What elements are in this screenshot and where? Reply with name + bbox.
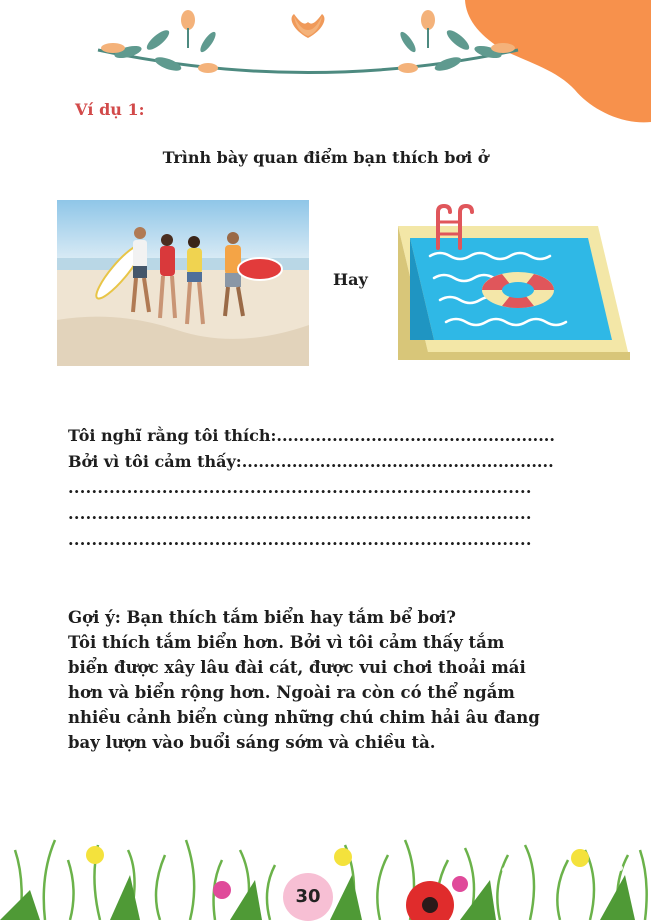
fill-line-blank: ............................................................................... bbox=[68, 530, 532, 549]
hint-block bbox=[68, 605, 588, 755]
hint-line: hơn và biển rộng hơn. Ngoài ra còn có thể ngắm bbox=[68, 683, 515, 702]
leaf-garland-icon bbox=[88, 0, 528, 82]
fill-line-blank: ............................................................................... bbox=[68, 504, 532, 523]
hint-question: Gợi ý: Bạn thích tắm biển hay tắm bể bơi? bbox=[68, 608, 456, 627]
swimming-pool-icon bbox=[390, 204, 630, 364]
question-prompt: Trình bày quan điểm bạn thích bơi ở bbox=[162, 148, 489, 167]
hint-line: biển được xây lâu đài cát, được vui chơi thoải mái bbox=[68, 658, 526, 677]
or-word: Hay bbox=[333, 270, 368, 289]
beach-friends-photo bbox=[57, 200, 309, 366]
page-number: 30 bbox=[283, 873, 333, 921]
fill-line-because: Bởi vì tôi cảm thấy:........................................................ bbox=[68, 452, 554, 471]
fill-line-like: Tôi nghĩ rằng tôi thích:.................................................. bbox=[68, 426, 555, 445]
hint-line: nhiều cảnh biển cùng những chú chim hải âu đang bbox=[68, 708, 540, 727]
example-title: Ví dụ 1: bbox=[75, 100, 145, 119]
hint-line: bay lượn vào buổi sáng sớm và chiều tà. bbox=[68, 733, 436, 752]
fill-line-blank: ............................................................................... bbox=[68, 478, 532, 497]
hint-line: Tôi thích tắm biển hơn. Bởi vì tôi cảm thấy tắm bbox=[68, 633, 505, 652]
